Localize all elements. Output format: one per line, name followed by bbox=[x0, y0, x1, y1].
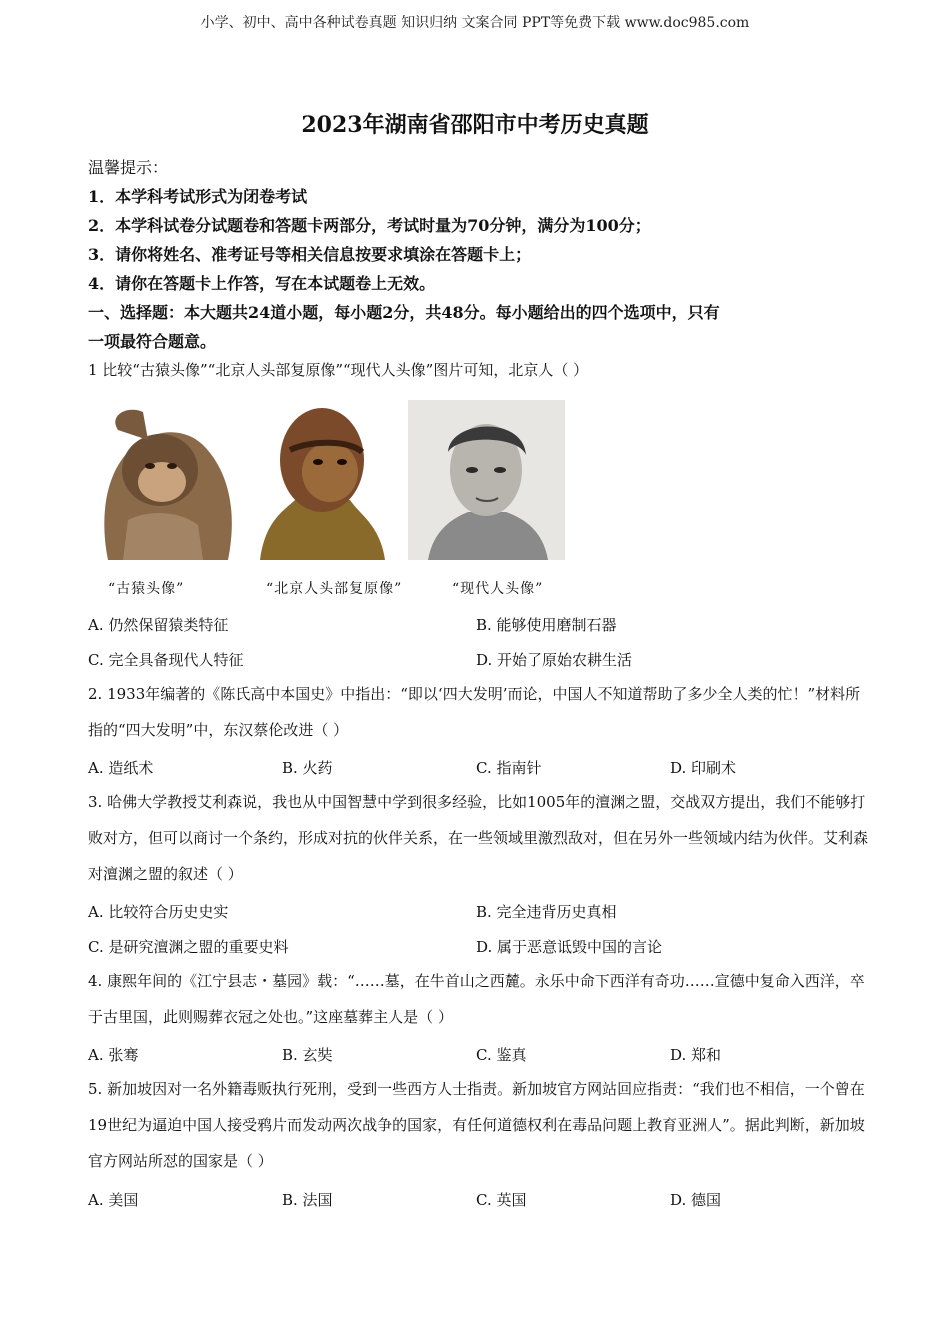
q1-option-a: A. 仍然保留猿类特征 bbox=[88, 616, 229, 634]
exam-title: 2023年湖南省邵阳市中考历史真题 bbox=[301, 112, 649, 138]
question-5-stem: 5. 新加坡因对一名外籍毒贩执行死刑，受到一些西方人士指责。新加坡官方网站回应指责：“我们也不相信，一个曾在19世纪为逼迫中国人接受鸦片而发动两次战争的国家，有任何道德权利在毒品问题上教育亚洲人”。据此判断，新加坡官方网站所怼的国家是（ ） bbox=[88, 1080, 865, 1170]
modern-human-portrait-image bbox=[408, 400, 565, 560]
section-heading-line2: 一项最符合题意。 bbox=[88, 332, 217, 351]
q2-option-b: B. 火药 bbox=[282, 759, 333, 777]
q5-option-c: C. 英国 bbox=[476, 1191, 527, 1209]
peking-man-bust-image bbox=[250, 400, 390, 560]
q5-option-a: A. 美国 bbox=[88, 1191, 139, 1209]
q3-option-c: C. 是研究澶渊之盟的重要史料 bbox=[88, 938, 289, 956]
q4-option-b: B. 玄奘 bbox=[282, 1046, 333, 1064]
question-1-stem: 1 比较“古猿头像”“北京人头部复原像”“现代人头像”图片可知，北京人（ ） bbox=[88, 361, 589, 379]
q4-option-d: D. 郑和 bbox=[670, 1046, 722, 1064]
page-header: 小学、初中、高中各种试卷真题 知识归纳 文案合同 PPT等免费下载 www.doc985.com bbox=[200, 15, 750, 31]
ape-head-image bbox=[88, 400, 238, 560]
notice-item-4: 4．请你在答题卡上作答，写在本试题卷上无效。 bbox=[88, 274, 436, 293]
question-4-stem: 4. 康熙年间的《江宁县志・墓园》载：“……墓，在牛首山之西麓。永乐中命下西洋有奇功……宣德中复命入西洋，卒于古里国，此则赐葬衣冠之处也。”这座墓葬主人是（ ） bbox=[88, 972, 865, 1026]
question-3-stem: 3. 哈佛大学教授艾利森说，我也从中国智慧中学到很多经验，比如1005年的澶渊之盟，交战双方提出，我们不能够打败对方，但可以商讨一个条约，形成对抗的伙伴关系，在一些领域里激烈敌对，但在另外一些领域内结为伙伴。艾利森对澶渊之盟的叙述（ ） bbox=[88, 793, 869, 883]
caption-peking-man: “北京人头部复原像” bbox=[266, 581, 403, 597]
q3-option-d: D. 属于恶意诋毁中国的言论 bbox=[476, 938, 663, 956]
q2-option-a: A. 造纸术 bbox=[88, 759, 154, 777]
notice-item-3: 3．请你将姓名、准考证号等相关信息按要求填涂在答题卡上； bbox=[88, 245, 532, 264]
q3-option-a: A. 比较符合历史史实 bbox=[88, 903, 229, 921]
notice-item-1: 1．本学科考试形式为闭卷考试 bbox=[88, 187, 308, 206]
q2-option-c: C. 指南针 bbox=[476, 759, 542, 777]
q3-option-b: B. 完全违背历史真相 bbox=[476, 903, 617, 921]
question-2-stem: 2. 1933年编著的《陈氏高中本国史》中指出：“即以‘四大发明’而论，中国人不知道帮助了多少全人类的忙！”材料所指的“四大发明”中，东汉蔡伦改进（ ） bbox=[88, 685, 861, 739]
q2-option-d: D. 印刷术 bbox=[670, 759, 737, 777]
section-heading-line1: 一、选择题：本大题共24道小题，每小题2分，共48分。每小题给出的四个选项中，只有 bbox=[88, 303, 720, 322]
notice-heading: 温馨提示： bbox=[88, 158, 169, 177]
q1-option-c: C. 完全具备现代人特征 bbox=[88, 651, 244, 669]
q5-option-b: B. 法国 bbox=[282, 1191, 333, 1209]
q4-option-c: C. 鉴真 bbox=[476, 1046, 527, 1064]
caption-modern-human: “现代人头像” bbox=[452, 581, 544, 597]
q1-option-b: B. 能够使用磨制石器 bbox=[476, 616, 617, 634]
q1-option-d: D. 开始了原始农耕生活 bbox=[476, 651, 633, 669]
caption-ape: “古猿头像” bbox=[108, 581, 185, 597]
notice-item-2: 2．本学科试卷分试题卷和答题卡两部分，考试时量为70分钟，满分为100分； bbox=[88, 216, 651, 235]
q4-option-a: A. 张骞 bbox=[88, 1046, 139, 1064]
q5-option-d: D. 德国 bbox=[670, 1191, 722, 1209]
